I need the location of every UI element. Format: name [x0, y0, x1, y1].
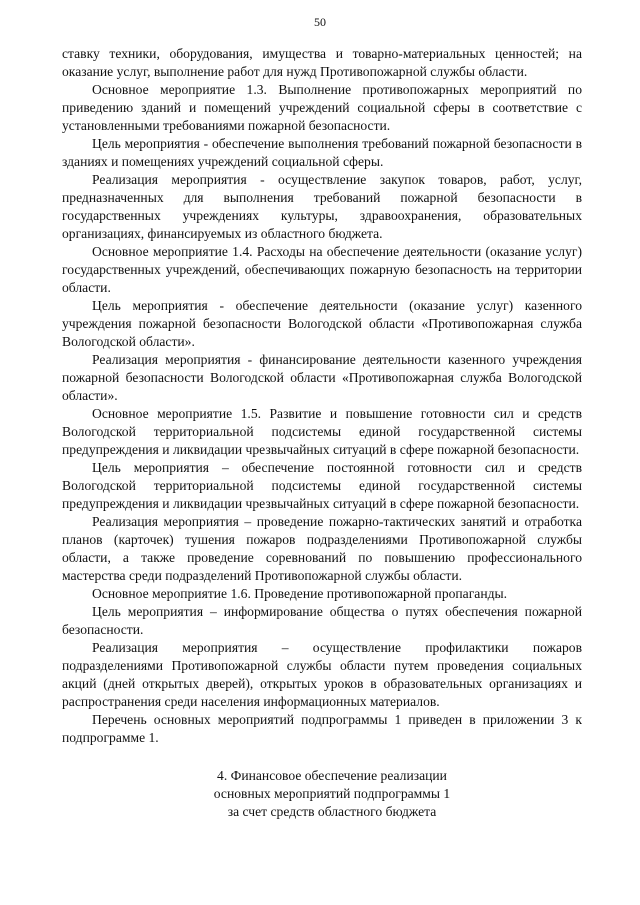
- paragraph-goal-1-4: Цель мероприятия - обеспечение деятельности (оказание услуг) казенного учреждения пожарной безопасности Вологодской области «Противопожарная служба Вологодской области».: [62, 298, 582, 349]
- page-number: 50: [314, 15, 326, 29]
- paragraph-measure-1-3: Основное мероприятие 1.3. Выполнение противопожарных мероприятий по приведению зданий и помещений учреждений социальной сферы в соответствие с установленными требованиями пожарной безопасности.: [62, 82, 582, 133]
- paragraph-measure-1-6: Основное мероприятие 1.6. Проведение противопожарной пропаганды.: [92, 586, 508, 601]
- paragraph-appendix-reference: Перечень основных мероприятий подпрограммы 1 приведен в приложении 3 к подпрограмме 1.: [62, 712, 582, 745]
- paragraph-implementation-1-3: Реализация мероприятия - осуществление закупок товаров, работ, услуг, предназначенных для выполнения требований пожарной безопасности в государственных учреждениях культуры, здравоохранения, образовательных организациях, финансируемых из областного бюджета.: [62, 172, 582, 241]
- paragraph-implementation-1-4: Реализация мероприятия - финансирование деятельности казенного учреждения пожарной безопасности Вологодской области «Противопожарная служба Вологодской области».: [62, 352, 582, 403]
- paragraph-measure-1-4: Основное мероприятие 1.4. Расходы на обеспечение деятельности (оказание услуг) государственных учреждений, обеспечивающих пожарную безопасность на территории области.: [62, 244, 582, 295]
- paragraph-goal-1-6: Цель мероприятия – информирование общества о путях обеспечения пожарной безопасности.: [62, 604, 582, 637]
- section-heading-line-1: 4. Финансовое обеспечение реализации: [217, 768, 447, 783]
- paragraph-measure-1-5: Основное мероприятие 1.5. Развитие и повышение готовности сил и средств Вологодской территориальной подсистемы единой государственной системы предупреждения и ликвидации чрезвычайных ситуаций в сфере пожарной безопасности.: [62, 406, 582, 457]
- paragraph-goal-1-5: Цель мероприятия – обеспечение постоянной готовности сил и средств Вологодской территориальной подсистемы единой государственной системы предупреждения и ликвидации чрезвычайных ситуаций в сфере пожарной безопасности.: [62, 460, 582, 511]
- section-heading: [82, 767, 582, 821]
- paragraph-implementation-1-6: Реализация мероприятия – осуществление профилактики пожаров подразделениями Противопожарной службы области путем проведения социальных акций (дней открытых дверей), открытых уроков в образовательных организациях и распространения среди населения информационных материалов.: [62, 640, 582, 709]
- section-heading-line-2: основных мероприятий подпрограммы 1: [213, 786, 451, 801]
- section-heading-line-3: за счет средств областного бюджета: [227, 804, 437, 819]
- paragraph-continuation: ставку техники, оборудования, имущества и товарно-материальных ценностей; на оказание услуг, выполнение работ для нужд Противопожарной службы области.: [62, 46, 582, 79]
- paragraph-implementation-1-5: Реализация мероприятия – проведение пожарно-тактических занятий и отработка планов (карточек) тушения пожаров подразделениями Противопожарной службы области, а также проведение соревнований по повышению профессионального мастерства среди подразделений Противопожарной службы области.: [62, 514, 582, 583]
- paragraph-goal-1-3: Цель мероприятия - обеспечение выполнения требований пожарной безопасности в зданиях и помещениях учреждений социальной сферы.: [62, 136, 582, 169]
- document-body: [62, 45, 582, 821]
